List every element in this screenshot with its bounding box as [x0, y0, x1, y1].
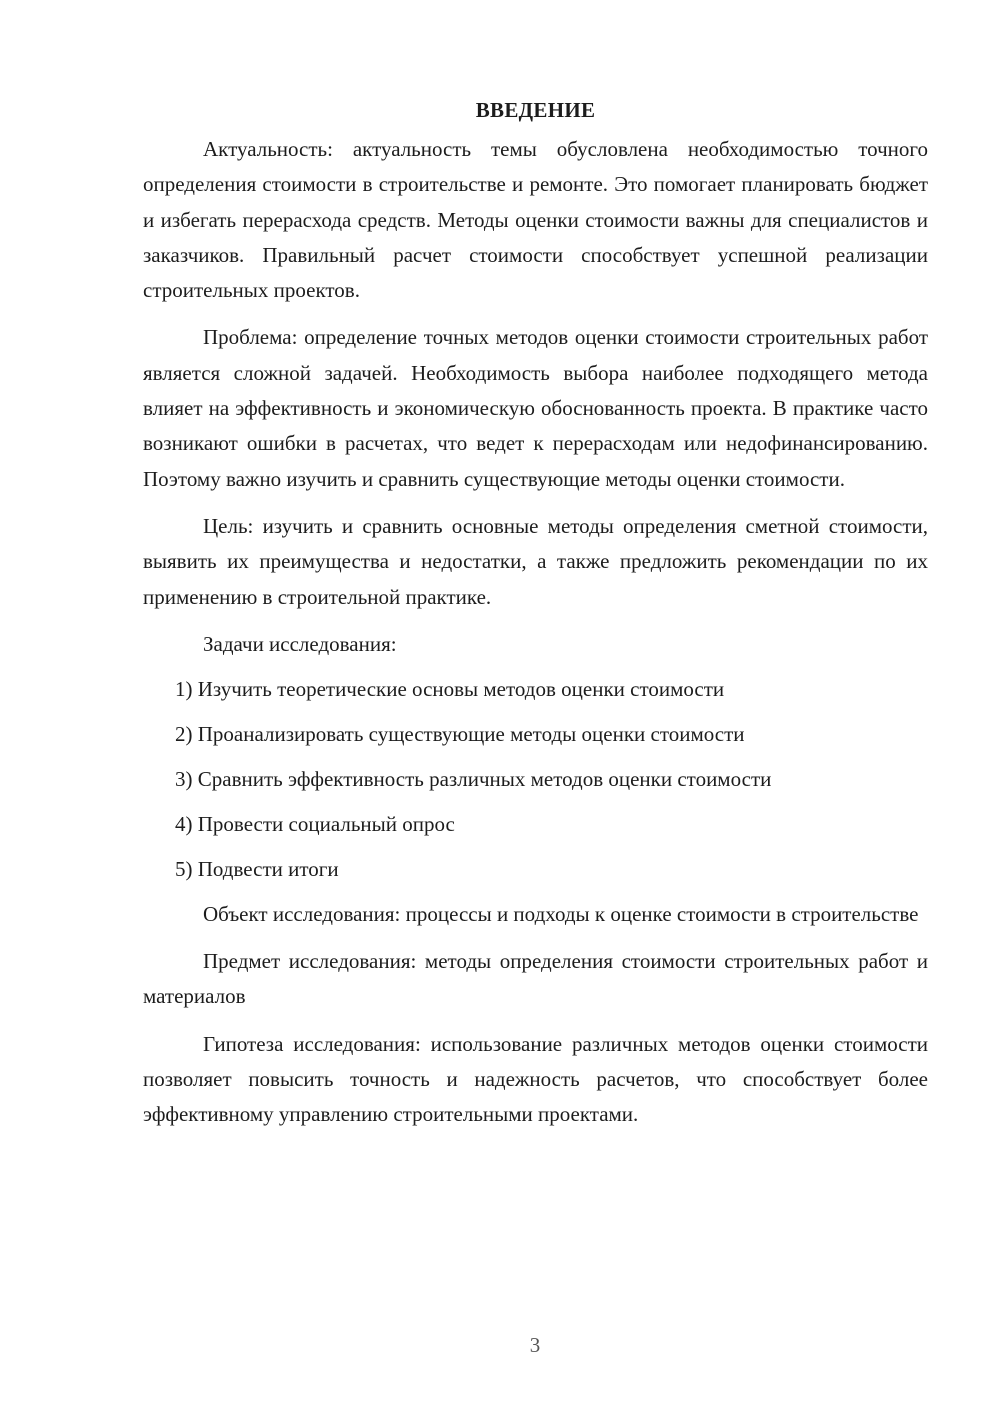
list-item: 5) Подвести итоги [175, 856, 339, 881]
subject-paragraph: Предмет исследования: методы определения стоимости строительных работ и материалов [143, 949, 928, 1009]
hypothesis-paragraph: Гипотеза исследования: использование различных методов оценки стоимости позволяет повысить точность и надежность расчетов, что способствует более эффективному управлению строительными проектами. [143, 1031, 928, 1127]
document-page [143, 92, 928, 1145]
section-title: ВВЕДЕНИЕ [475, 98, 596, 122]
goal-paragraph: Цель: изучить и сравнить основные методы определения сметной стоимости, выявить их преимущества и недостатки, а также предложить рекомендации по их применению в строительной практике. [143, 513, 928, 609]
list-item: 3) Сравнить эффективность различных методов оценки стоимости [175, 766, 772, 791]
tasks-heading: Задачи исследования: [203, 631, 397, 656]
page-number: 3 [529, 1333, 541, 1357]
list-item: 4) Провести социальный опрос [175, 811, 455, 836]
object-paragraph: Объект исследования: процессы и подходы к оценке стоимости в строительстве [203, 901, 919, 926]
list-item: 2) Проанализировать существующие методы оценки стоимости [175, 721, 745, 746]
list-item: 1) Изучить теоретические основы методов оценки стоимости [175, 676, 725, 701]
problem-paragraph: Проблема: определение точных методов оценки стоимости строительных работ является сложной задачей. Необходимость выбора наиболее подходящего метода влияет на эффективность и экономическую обоснованность проекта. В практике часто возникают ошибки в расчетах, что ведет к перерасходам или недофинансированию. Поэтому важно изучить и сравнить существующие методы оценки стоимости. [143, 325, 928, 491]
relevance-paragraph: Актуальность: актуальность темы обусловлена необходимостью точного определения стоимости в строительстве и ремонте. Это помогает планировать бюджет и избегать перерасхода средств. Методы оценки стоимости важны для специалистов и заказчиков. Правильный расчет стоимости способствует успешной реализации строительных проектов. [143, 137, 928, 303]
task-list [143, 672, 928, 887]
